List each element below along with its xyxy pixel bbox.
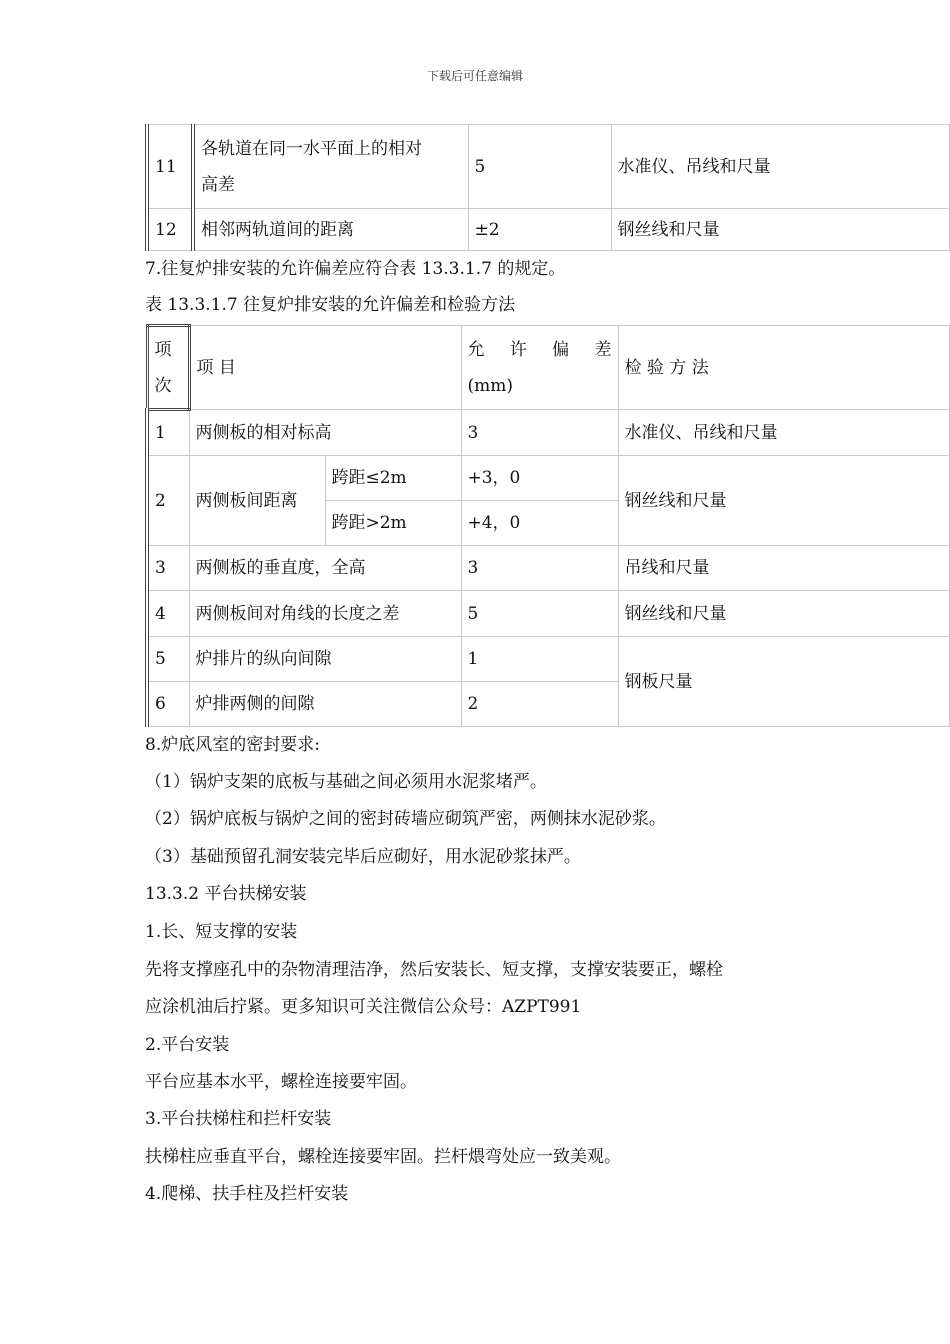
item-cell: 两侧板间对角线的长度之差 (189, 591, 461, 637)
section-heading: 13.3.2 平台扶梯安装 (145, 884, 307, 904)
item-cell: 两侧板的相对标高 (189, 410, 461, 456)
header-tolerance (461, 326, 618, 410)
table-row (147, 546, 949, 591)
method-cell: 吊线和尺量 (618, 546, 949, 591)
table-row (147, 637, 949, 682)
item-line: 各轨道在同一水平面上的相对 (201, 138, 422, 159)
tolerance-cell: +4，0 (461, 501, 618, 546)
paragraph: 7.往复炉排安装的允许偏差应符合表 13.3.1.7 的规定。 (145, 259, 566, 279)
tolerance-cell: 5 (468, 125, 611, 209)
table-header-row (147, 326, 949, 410)
subheading: 2.平台安装 (145, 1035, 230, 1055)
row-number: 12 (147, 209, 193, 251)
tolerance-cell: ±2 (468, 209, 611, 251)
header-tolerance-char: 差 (594, 339, 612, 360)
item-line: 高差 (201, 174, 235, 195)
table-row (147, 125, 949, 209)
table-row (147, 456, 949, 501)
paragraph: （2）锅炉底板与锅炉之间的密封砖墙应砌筑严密，两侧抹水泥砂浆。 (145, 809, 666, 829)
subheading: 3.平台扶梯柱和拦杆安装 (145, 1109, 332, 1129)
method-cell: 水准仪、吊线和尺量 (611, 125, 949, 209)
grate-tolerance-table (145, 324, 950, 727)
tolerance-cell: 2 (461, 682, 618, 727)
row-number: 11 (147, 125, 193, 209)
paragraph: （3）基础预留孔洞安装完毕后应砌好，用水泥砂浆抹严。 (145, 847, 581, 867)
method-cell: 钢丝线和尺量 (618, 456, 949, 546)
paragraph: 应涂机油后拧紧。更多知识可关注微信公众号：AZPT991 (145, 997, 582, 1017)
row-number: 1 (147, 410, 189, 456)
page-header: 下载后可任意编辑 (426, 69, 523, 83)
table-row (147, 591, 949, 637)
header-no-line: 次 (154, 375, 172, 396)
header-tolerance-char: 许 (509, 339, 527, 360)
sub-item-cell: 跨距>2m (325, 501, 461, 546)
item-cell: 炉排片的纵向间隙 (189, 637, 461, 682)
table-row (147, 410, 949, 456)
row-number: 6 (147, 682, 189, 727)
header-item: 项 目 (189, 326, 461, 410)
sub-item-cell: 跨距≤2m (325, 456, 461, 501)
track-tolerance-table (145, 124, 950, 251)
method-cell: 钢板尺量 (618, 637, 949, 727)
subheading: 1.长、短支撑的安装 (145, 922, 298, 942)
header-tolerance-char: 偏 (552, 339, 570, 360)
header-no-line: 项 (154, 339, 172, 360)
row-number: 3 (147, 546, 189, 591)
item-cell: 两侧板间距离 (189, 456, 325, 546)
item-cell: 相邻两轨道间的距离 (193, 209, 468, 251)
paragraph: （1）锅炉支架的底板与基础之间必须用水泥浆堵严。 (145, 772, 547, 792)
paragraph: 平台应基本水平，螺栓连接要牢固。 (145, 1072, 417, 1092)
header-tolerance-label (468, 332, 612, 368)
header-method: 检 验 方 法 (618, 326, 949, 410)
method-cell: 钢丝线和尺量 (611, 209, 949, 251)
tolerance-cell: 3 (461, 546, 618, 591)
method-cell: 钢丝线和尺量 (618, 591, 949, 637)
paragraph: 扶梯柱应垂直平台，螺栓连接要牢固。拦杆煨弯处应一致美观。 (145, 1147, 621, 1167)
tolerance-cell: +3，0 (461, 456, 618, 501)
paragraph: 8.炉底风室的密封要求: (145, 735, 320, 755)
item-cell: 两侧板的垂直度，全高 (189, 546, 461, 591)
table-caption: 表 13.3.1.7 往复炉排安装的允许偏差和检验方法 (145, 295, 516, 315)
paragraph: 先将支撑座孔中的杂物清理洁净，然后安装长、短支撑，支撑安装要正，螺栓 (145, 960, 723, 980)
row-number: 5 (147, 637, 189, 682)
header-tolerance-char: 允 (467, 339, 485, 360)
method-cell: 水准仪、吊线和尺量 (618, 410, 949, 456)
subheading: 4.爬梯、扶手柱及拦杆安装 (145, 1184, 349, 1204)
table-row (147, 209, 949, 251)
header-no (147, 326, 189, 410)
row-number: 2 (147, 456, 189, 546)
tolerance-cell: 5 (461, 591, 618, 637)
header-tolerance-unit: (mm) (467, 375, 514, 396)
row-number: 4 (147, 591, 189, 637)
tolerance-cell: 3 (461, 410, 618, 456)
item-cell (193, 125, 468, 209)
tolerance-cell: 1 (461, 637, 618, 682)
item-cell: 炉排两侧的间隙 (189, 682, 461, 727)
